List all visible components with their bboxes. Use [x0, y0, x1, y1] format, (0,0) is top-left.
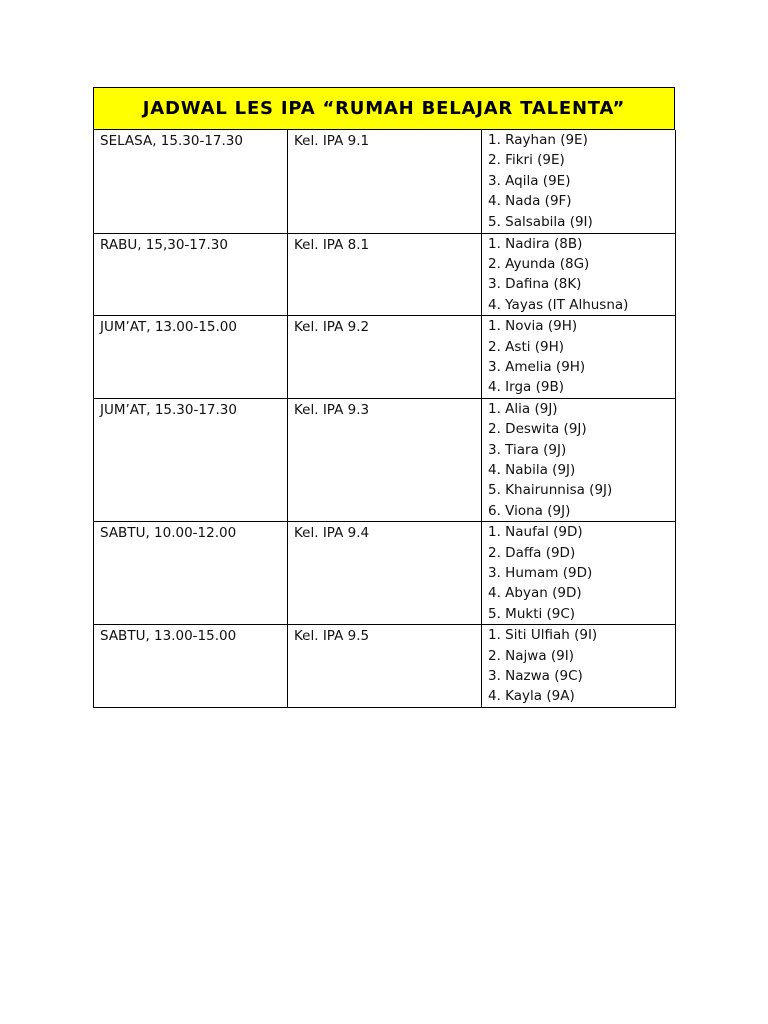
students-cell [482, 130, 676, 233]
list-item: 4. Irga (9B) [488, 379, 564, 396]
list-item: 1. Naufal (9D) [488, 524, 583, 541]
list-item: 3. Humam (9D) [488, 565, 593, 581]
student-list [488, 316, 675, 398]
student-list [488, 130, 675, 232]
list-item: 1. Siti Ulfiah (9I) [488, 627, 598, 644]
list-item: 1. Rayhan (9E) [488, 132, 588, 148]
list-item: 2. Ayunda (8G) [488, 255, 590, 272]
day-time-cell: SABTU, 13.00-15.00 [94, 625, 288, 708]
group-cell: Kel. IPA 9.5 [288, 625, 482, 708]
day-time-cell: RABU, 15,30-17.30 [94, 233, 288, 316]
day-time-cell: SABTU, 10.00-12.00 [94, 522, 288, 625]
list-item: 2. Deswita (9J) [488, 421, 587, 438]
students-cell [482, 233, 676, 316]
list-item: 4. Nabila (9J) [488, 461, 576, 478]
list-item: 3. Nazwa (9C) [488, 668, 583, 685]
student-list [488, 399, 675, 521]
list-item: 2. Asti (9H) [488, 338, 565, 355]
list-item: 5. Mukti (9C) [488, 605, 576, 622]
table-row [94, 130, 676, 233]
list-item: 4. Kayla (9A) [488, 688, 575, 705]
group-cell: Kel. IPA 8.1 [288, 233, 482, 316]
student-list [488, 234, 675, 316]
list-item: 1. Alia (9J) [488, 400, 558, 417]
group-cell: Kel. IPA 9.3 [288, 398, 482, 521]
list-item: 5. Salsabila (9I) [488, 213, 593, 230]
list-item: 3. Amelia (9H) [488, 358, 586, 375]
list-item: 1. Nadira (8B) [488, 235, 583, 252]
list-item: 2. Najwa (9I) [488, 647, 575, 664]
students-cell [482, 398, 676, 521]
table-row [94, 398, 676, 521]
list-item: 1. Novia (9H) [488, 318, 578, 335]
students-cell [482, 625, 676, 708]
group-cell: Kel. IPA 9.2 [288, 316, 482, 399]
list-item: 6. Viona (9J) [488, 502, 571, 519]
schedule-document [93, 87, 675, 708]
group-cell: Kel. IPA 9.1 [288, 130, 482, 233]
day-time-cell: SELASA, 15.30-17.30 [94, 130, 288, 233]
list-item: 4. Nada (9F) [488, 193, 572, 210]
table-row [94, 625, 676, 708]
list-item: 2. Daffa (9D) [488, 544, 576, 561]
table-row [94, 522, 676, 625]
student-list [488, 522, 675, 624]
group-cell: Kel. IPA 9.4 [288, 522, 482, 625]
list-item: 3. Tiara (9J) [488, 441, 567, 458]
list-item: 5. Khairunnisa (9J) [488, 482, 613, 499]
student-list [488, 625, 675, 707]
students-cell [482, 316, 676, 399]
document-title: JADWAL LES IPA “RUMAH BELAJAR TALENTA” [93, 87, 675, 130]
list-item: 3. Dafina (8K) [488, 276, 582, 293]
list-item: 2. Fikri (9E) [488, 152, 565, 169]
table-row [94, 316, 676, 399]
list-item: 4. Yayas (IT Alhusna) [488, 296, 629, 313]
list-item: 4. Abyan (9D) [488, 585, 582, 602]
list-item: 3. Aqila (9E) [488, 172, 571, 189]
students-cell [482, 522, 676, 625]
day-time-cell: JUM’AT, 13.00-15.00 [94, 316, 288, 399]
day-time-cell: JUM’AT, 15.30-17.30 [94, 398, 288, 521]
schedule-table [93, 130, 676, 708]
table-row [94, 233, 676, 316]
